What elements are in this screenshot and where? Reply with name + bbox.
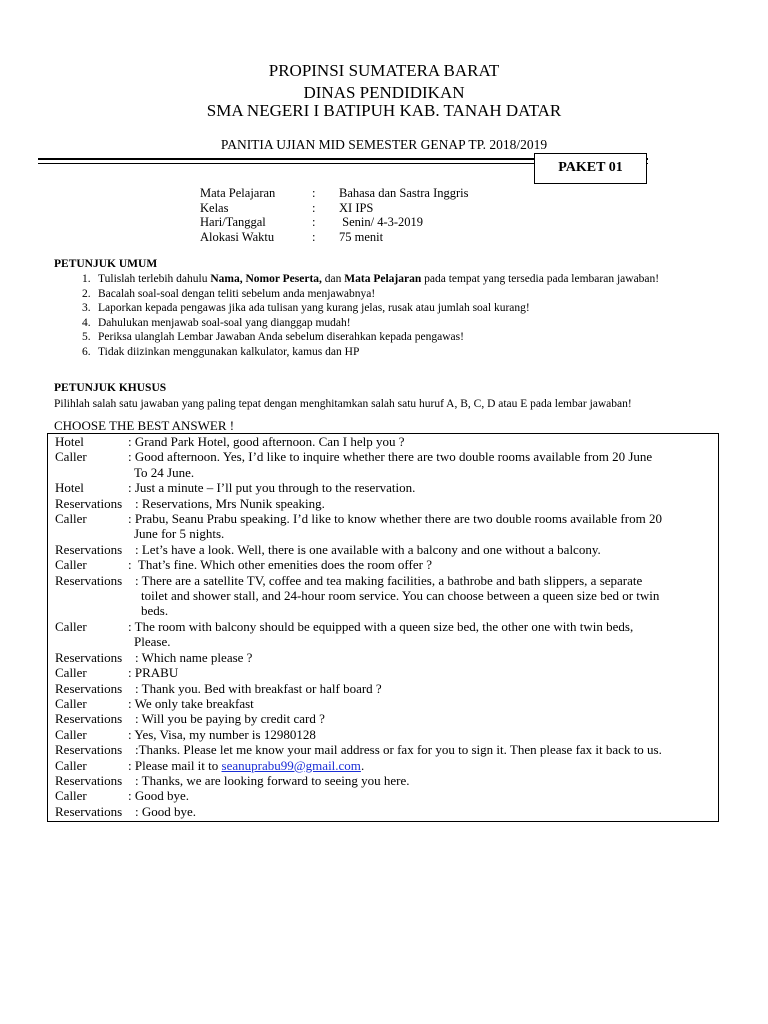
info-key: Kelas	[200, 200, 229, 215]
dialog-utterance-text: toilet and shower stall, and 24-hour room service. You can choose between a queen size bed or twin	[141, 588, 660, 604]
dialog-speaker: Reservations	[55, 572, 123, 588]
dialog-utterance	[128, 434, 405, 449]
committee-heading: PANITIA UJIAN MID SEMESTER GENAP TP. 2018/2019	[220, 137, 548, 152]
dialog-utterance-text: : PRABU	[128, 665, 179, 681]
list-item	[82, 345, 722, 360]
list-item	[82, 316, 722, 331]
dialog-speaker: Caller	[55, 557, 87, 573]
dialog-speaker: Caller	[55, 788, 87, 804]
dialog-utterance	[135, 711, 325, 726]
dialog-utterance	[135, 804, 196, 819]
dialog-utterance	[128, 480, 415, 495]
dialog-utterance-text: : Reservations, Mrs Nunik speaking.	[135, 495, 325, 511]
item-text-part: dan	[321, 273, 345, 285]
item-text: Laporkan kepada pengawas jika ada tulisan yang kurang jelas, rusak atau jumlah soal kurang!	[98, 302, 530, 314]
dialog-utterance-text: : That’s fine. Which other emenities does the room offer ?	[128, 557, 432, 573]
dialog-utterance-text: :Thanks. Please let me know your mail address or fax for you to sign it. Then please fax it back to us.	[135, 742, 662, 758]
dialog-speaker: Reservations	[55, 680, 123, 696]
dialog-speaker: Reservations	[55, 541, 123, 557]
dialog-speaker: Caller	[55, 449, 87, 465]
dialog-utterance	[134, 634, 170, 649]
dialog-utterance	[135, 681, 382, 696]
info-colon: :	[312, 186, 316, 200]
info-colon: :	[312, 215, 316, 229]
dialog-utterance-text: : Good afternoon. Yes, I’d like to inquire whether there are two double rooms available from 20 June	[128, 449, 653, 465]
dialog-speaker	[55, 465, 134, 480]
dialog-utterance	[134, 526, 224, 541]
dialog-speaker	[55, 588, 141, 603]
item-text	[98, 272, 698, 287]
dialog-utterance	[135, 742, 662, 757]
dialog-utterance-text: : Good bye.	[135, 803, 197, 819]
info-value: Senin/ 4-3-2019	[339, 215, 424, 229]
list-item	[82, 272, 722, 287]
dialog-utterance	[135, 496, 325, 511]
dialog-utterance-text: June for 5 nights.	[134, 526, 225, 542]
dialog-utterance	[141, 588, 659, 603]
item-number: 5.	[82, 331, 91, 343]
item-number: 3.	[82, 302, 91, 314]
dialog-utterance	[141, 603, 168, 618]
dialog-speaker: Caller	[55, 695, 87, 711]
dialog-utterance-text: : Will you be paying by credit card ?	[135, 711, 325, 727]
info-row	[200, 201, 468, 216]
dialog-utterance	[135, 773, 410, 788]
dialog-line	[55, 788, 715, 803]
province-heading: PROPINSI SUMATERA BARAT	[268, 61, 500, 80]
petunjuk-umum-list	[82, 272, 722, 359]
dialog-utterance	[128, 665, 178, 680]
dialog-speaker: Caller	[55, 757, 87, 773]
dialog-line	[55, 804, 715, 819]
item-number: 6.	[82, 345, 91, 358]
dialog-line	[55, 619, 715, 634]
item-number: 2.	[82, 287, 91, 300]
list-item	[82, 330, 722, 345]
dialog-utterance	[135, 542, 601, 557]
list-item	[82, 301, 722, 316]
item-text: Dahulukan menjawab soal-soal yang dianggap mudah!	[98, 316, 351, 329]
dialog-text	[55, 434, 715, 819]
dialog-utterance-text: : Which name please ?	[135, 649, 253, 665]
info-value: XI IPS	[339, 200, 374, 215]
dialog-utterance-text: To 24 June.	[134, 464, 195, 480]
paket-box: PAKET 01	[534, 153, 647, 184]
dialog-speaker: Hotel	[55, 434, 84, 449]
dialog-utterance	[128, 557, 432, 572]
dialog-utterance-text: : We only take breakfast	[128, 695, 254, 711]
dialog-line	[55, 526, 715, 541]
dialog-line	[55, 711, 715, 726]
dialog-line	[55, 650, 715, 665]
dialog-utterance	[128, 511, 662, 526]
dialog-speaker	[55, 603, 141, 618]
dialog-utterance-text: : Just a minute – I’ll put you through to the reservation.	[128, 480, 416, 496]
dialog-utterance	[128, 696, 254, 711]
dialog-speaker: Caller	[55, 511, 87, 527]
item-text-part: Tulislah terlebih dahulu	[98, 273, 211, 285]
dialog-utterance	[128, 727, 316, 742]
dialog-utterance-text: Please.	[134, 634, 171, 650]
dialog-line	[55, 665, 715, 680]
item-number: 4.	[82, 316, 91, 329]
dialog-speaker: Reservations	[55, 742, 123, 758]
dialog-speaker: Caller	[55, 618, 87, 634]
dialog-utterance-text: : Thanks, we are looking forward to seeing you here.	[135, 772, 410, 788]
dialog-utterance-text: : Thank you. Bed with breakfast or half board ?	[135, 680, 382, 696]
dialog-utterance	[128, 619, 633, 634]
dialog-utterance	[128, 449, 652, 464]
dialog-line	[55, 588, 715, 603]
info-key: Hari/Tanggal	[200, 215, 266, 229]
dialog-utterance	[128, 788, 189, 803]
dialog-line	[55, 449, 715, 464]
dialog-line	[55, 758, 715, 773]
info-key: Mata Pelajaran	[200, 186, 276, 200]
dialog-line	[55, 434, 715, 449]
dialog-utterance-text: : Please mail it to	[128, 757, 222, 773]
dialog-speaker: Reservations	[55, 495, 123, 511]
item-text: Bacalah soal-soal dengan teliti sebelum anda menjawabnya!	[98, 287, 376, 300]
dialog-utterance-text: : Grand Park Hotel, good afternoon. Can I help you ?	[128, 434, 405, 449]
dialog-speaker	[55, 526, 134, 541]
choose-instruction: CHOOSE THE BEST ANSWER !	[54, 418, 235, 433]
dialog-line	[55, 603, 715, 618]
dialog-utterance-text: : There are a satellite TV, coffee and tea making facilities, a bathrobe and bath slippers, a separate	[135, 572, 643, 588]
dialog-utterance	[128, 758, 364, 773]
info-colon: :	[312, 229, 316, 244]
dialog-speaker	[55, 634, 134, 649]
info-row	[200, 230, 468, 245]
dialog-utterance	[135, 573, 642, 588]
item-text-part: pada tempat yang tersedia pada lembaran jawaban!	[421, 273, 660, 285]
dialog-speaker: Reservations	[55, 803, 123, 819]
dialog-utterance-text: beds.	[141, 603, 169, 619]
school-heading: SMA NEGERI I BATIPUH KAB. TANAH DATAR	[206, 101, 562, 120]
dialog-utterance-text: .	[360, 757, 365, 773]
dialog-utterance-text: : Let’s have a look. Well, there is one available with a balcony and one without a balcony.	[135, 541, 601, 557]
exam-info	[200, 186, 468, 244]
dialog-speaker: Caller	[55, 726, 87, 742]
dialog-line	[55, 511, 715, 526]
dialog-line	[55, 727, 715, 742]
dialog-line	[55, 496, 715, 511]
info-row	[200, 186, 468, 201]
info-value: 75 menit	[339, 229, 384, 244]
dialog-utterance	[134, 465, 194, 480]
dialog-line	[55, 696, 715, 711]
item-number: 1.	[82, 273, 91, 285]
dialog-utterance-text: : Good bye.	[128, 788, 190, 804]
dialog-speaker: Reservations	[55, 649, 123, 665]
dialog-line	[55, 773, 715, 788]
dialog-line	[55, 542, 715, 557]
petunjuk-khusus-title: PETUNJUK KHUSUS	[54, 382, 167, 394]
item-bold-part: Mata Pelajaran	[344, 273, 422, 285]
info-row	[200, 215, 468, 230]
dialog-utterance	[135, 650, 252, 665]
info-value: Bahasa dan Sastra Inggris	[339, 186, 469, 200]
dialog-speaker: Reservations	[55, 711, 123, 727]
petunjuk-umum-title: PETUNJUK UMUM	[54, 258, 158, 270]
info-colon: :	[312, 200, 316, 215]
dialog-line	[55, 742, 715, 757]
petunjuk-khusus-text: Pilihlah salah satu jawaban yang paling tepat dengan menghitamkan salah satu huruf A, B, C, D atau E pada lembar jawaban!	[54, 398, 632, 410]
dialog-line	[55, 573, 715, 588]
dialog-speaker: Hotel	[55, 480, 84, 496]
department-heading: DINAS PENDIDIKAN	[303, 83, 465, 102]
dialog-line	[55, 480, 715, 495]
dialog-speaker: Reservations	[55, 772, 123, 788]
dialog-line	[55, 557, 715, 572]
dialog-line	[55, 465, 715, 480]
dialog-utterance-text: : Yes, Visa, my number is 12980128	[128, 726, 316, 742]
item-text: Periksa ulanglah Lembar Jawaban Anda sebelum diserahkan kepada pengawas!	[98, 331, 464, 343]
info-key: Alokasi Waktu	[200, 229, 275, 244]
dialog-line	[55, 681, 715, 696]
item-bold-part: Nama, Nomor Peserta,	[210, 273, 322, 285]
dialog-speaker: Caller	[55, 665, 87, 681]
list-item	[82, 287, 722, 302]
dialog-line	[55, 634, 715, 649]
email-link[interactable]: seanuprabu99@gmail.com	[221, 757, 361, 773]
dialog-utterance-text: : The room with balcony should be equipped with a queen size bed, the other one with twin beds,	[128, 618, 634, 634]
item-text: Tidak diizinkan menggunakan kalkulator, kamus dan HP	[98, 345, 360, 358]
dialog-utterance-text: : Prabu, Seanu Prabu speaking. I’d like to know whether there are two double rooms available from 20	[128, 511, 662, 527]
